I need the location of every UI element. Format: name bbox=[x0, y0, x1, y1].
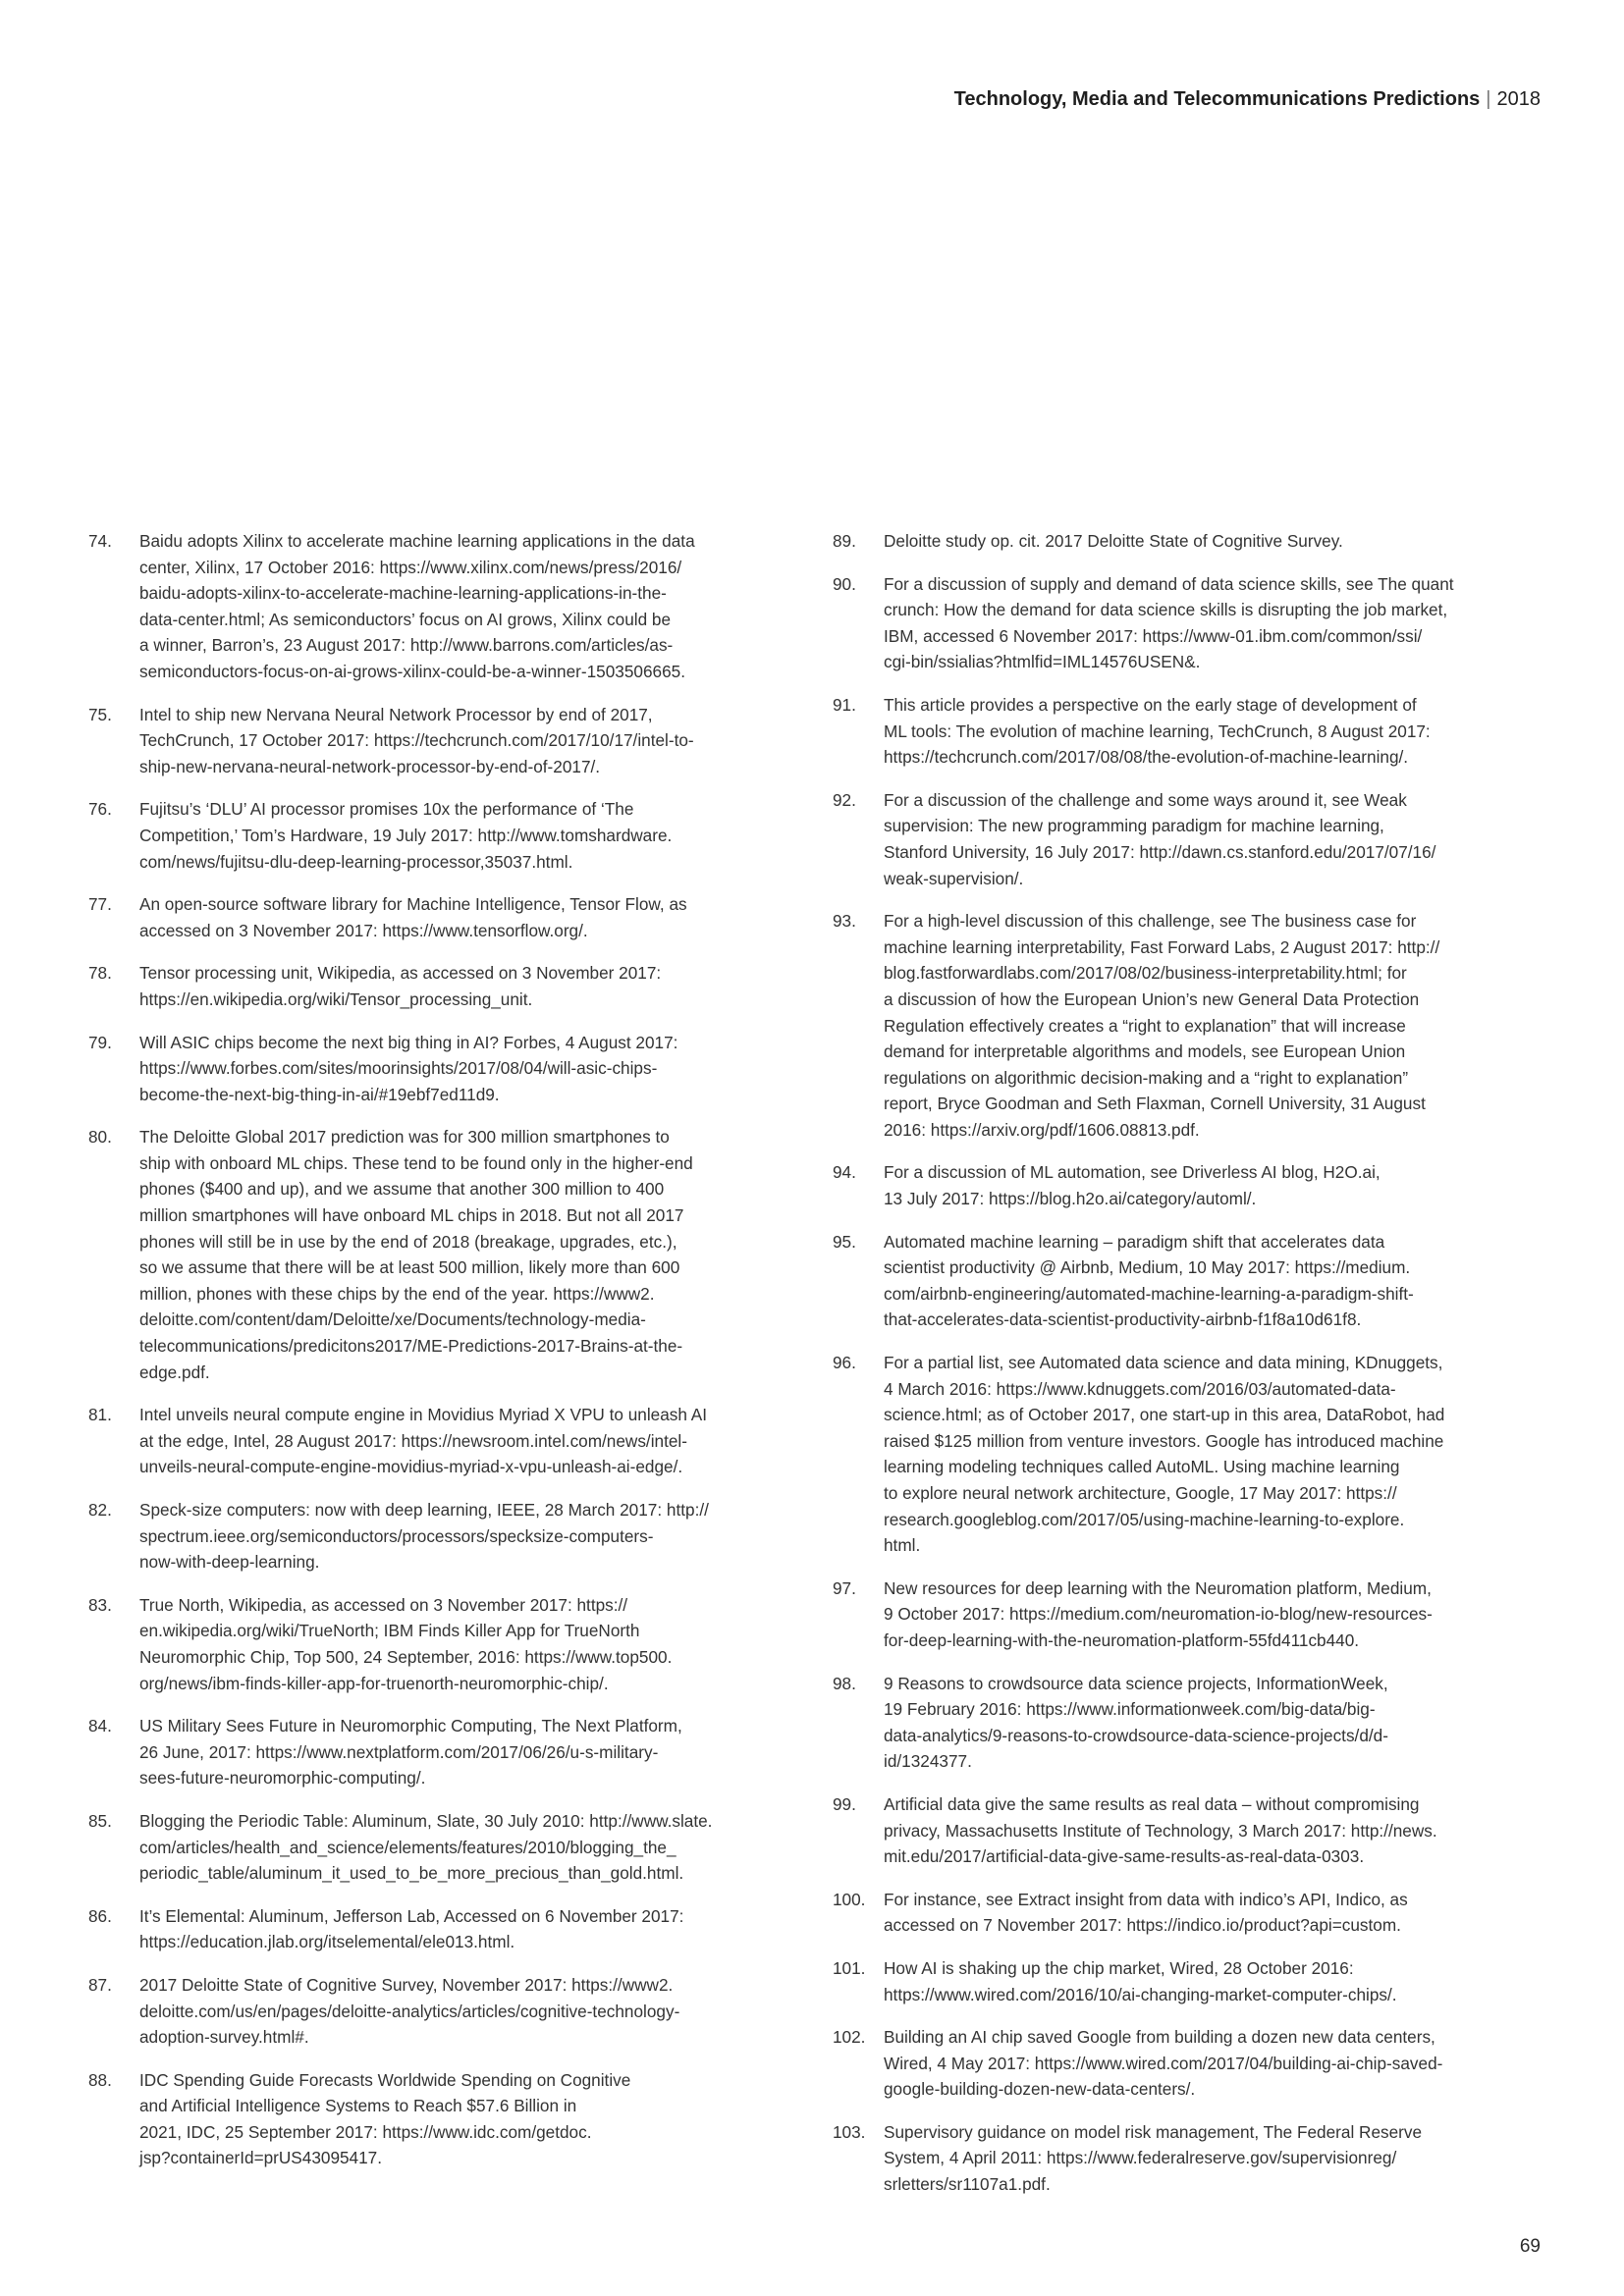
endnote-text bbox=[884, 571, 1542, 675]
endnote-line: https://education.jlab.org/itselemental/ele013.html. bbox=[139, 1932, 515, 1952]
endnote-text bbox=[139, 1592, 795, 1696]
endnote-line: 9 Reasons to crowdsource data science projects, InformationWeek, bbox=[884, 1673, 1388, 1693]
endnote-line: deloitte.com/content/dam/Deloitte/xe/Documents/technology-media- bbox=[139, 1309, 646, 1330]
endnote-line: phones ($400 and up), and we assume that another 300 million to 400 bbox=[139, 1179, 665, 1200]
endnote-line: research.googleblog.com/2017/05/using-machine-learning-to-explore. bbox=[884, 1509, 1405, 1529]
endnote-text bbox=[884, 2119, 1542, 2198]
endnote-text bbox=[139, 1903, 795, 1955]
endnote-line: at the edge, Intel, 28 August 2017: https://newsroom.intel.com/news/intel- bbox=[139, 1430, 687, 1451]
endnote-line: For a discussion of ML automation, see Driverless AI blog, H2O.ai, bbox=[884, 1162, 1380, 1183]
endnote-item bbox=[833, 908, 1542, 1143]
endnote-line: For a partial list, see Automated data science and data mining, KDnuggets, bbox=[884, 1353, 1443, 1373]
endnotes-left-column bbox=[88, 528, 795, 2188]
endnote-number: 93. bbox=[833, 911, 856, 932]
endnote-line: Wired, 4 May 2017: https://www.wired.com/2017/04/building-ai-chip-saved- bbox=[884, 2053, 1443, 2073]
endnote-line: mit.edu/2017/artificial-data-give-same-results-as-real-data-0303. bbox=[884, 1846, 1365, 1867]
endnote-line: This article provides a perspective on the early stage of development of bbox=[884, 694, 1417, 715]
endnote-text bbox=[139, 796, 795, 875]
endnote-line: IDC Spending Guide Forecasts Worldwide Spending on Cognitive bbox=[139, 2069, 631, 2090]
endnote-line: System, 4 April 2011: https://www.federalreserve.gov/supervisionreg/ bbox=[884, 2148, 1397, 2168]
endnote-line: data-analytics/9-reasons-to-crowdsource-data-science-projects/d/d- bbox=[884, 1725, 1388, 1745]
endnote-line: For a discussion of the challenge and some ways around it, see Weak bbox=[884, 789, 1407, 810]
endnote-line: supervision: The new programming paradigm for machine learning, bbox=[884, 816, 1384, 836]
endnote-number: 85. bbox=[88, 1810, 112, 1831]
endnote-line: google-building-dozen-new-data-centers/. bbox=[884, 2079, 1196, 2100]
endnote-line: org/news/ibm-finds-killer-app-for-truenorth-neuromorphic-chip/. bbox=[139, 1673, 609, 1693]
header-separator: | bbox=[1486, 88, 1491, 110]
endnote-number: 78. bbox=[88, 963, 112, 984]
endnote-line: ML tools: The evolution of machine learning, TechCrunch, 8 August 2017: bbox=[884, 721, 1431, 741]
endnote-text bbox=[884, 1887, 1542, 1939]
endnote-line: srletters/sr1107a1.pdf. bbox=[884, 2174, 1051, 2195]
endnote-number: 92. bbox=[833, 789, 856, 810]
endnote-line: million smartphones will have onboard ML chips in 2018. But not all 2017 bbox=[139, 1205, 684, 1226]
endnote-line: unveils-neural-compute-engine-movidius-myriad-x-vpu-unleash-ai-edge/. bbox=[139, 1457, 683, 1477]
endnote-item bbox=[833, 2119, 1542, 2198]
endnote-line: accessed on 3 November 2017: https://www.tensorflow.org/. bbox=[139, 920, 588, 940]
endnote-line: html. bbox=[884, 1535, 921, 1556]
endnote-item bbox=[833, 1671, 1542, 1775]
endnote-line: 13 July 2017: https://blog.h2o.ai/category/automl/. bbox=[884, 1189, 1257, 1209]
endnote-text bbox=[884, 528, 1542, 555]
endnote-number: 102. bbox=[833, 2027, 866, 2048]
endnote-text bbox=[884, 1229, 1542, 1333]
endnote-line: For instance, see Extract insight from data with indico’s API, Indico, as bbox=[884, 1889, 1408, 1909]
endnote-text bbox=[139, 702, 795, 780]
endnote-line: center, Xilinx, 17 October 2016: https://www.xilinx.com/news/press/2016/ bbox=[139, 557, 682, 577]
endnote-item bbox=[88, 1972, 795, 2051]
endnote-line: data-center.html; As semiconductors’ focus on AI grows, Xilinx could be bbox=[139, 609, 672, 629]
endnote-line: semiconductors-focus-on-ai-grows-xilinx-could-be-a-winner-1503506665. bbox=[139, 661, 685, 681]
endnote-line: cgi-bin/ssialias?htmlfid=IML14576USEN&. bbox=[884, 652, 1201, 672]
endnote-number: 100. bbox=[833, 1889, 866, 1909]
endnote-item bbox=[833, 1887, 1542, 1939]
endnote-line: id/1324377. bbox=[884, 1751, 972, 1772]
endnote-line: accessed on 7 November 2017: https://indico.io/product?api=custom. bbox=[884, 1915, 1401, 1936]
endnote-number: 99. bbox=[833, 1793, 856, 1814]
endnote-line: Intel unveils neural compute engine in Movidius Myriad X VPU to unleash AI bbox=[139, 1405, 708, 1425]
endnote-item bbox=[833, 787, 1542, 891]
endnote-line: million, phones with these chips by the end of the year. https://www2. bbox=[139, 1283, 655, 1304]
endnote-text bbox=[139, 1713, 795, 1791]
endnote-number: 80. bbox=[88, 1127, 112, 1148]
endnote-line: Will ASIC chips become the next big thing in AI? Forbes, 4 August 2017: bbox=[139, 1032, 678, 1052]
endnote-line: become-the-next-big-thing-in-ai/#19ebf7ed11d9. bbox=[139, 1084, 500, 1104]
publication-title: Technology, Media and Telecommunications Predictions bbox=[953, 88, 1481, 110]
endnote-line: to explore neural network architecture, Google, 17 May 2017: https:// bbox=[884, 1483, 1397, 1503]
endnote-line: report, Bryce Goodman and Seth Flaxman, Cornell University, 31 August bbox=[884, 1094, 1426, 1114]
endnote-number: 75. bbox=[88, 704, 112, 724]
endnote-line: for-deep-learning-with-the-neuromation-platform-55fd411cb440. bbox=[884, 1629, 1360, 1650]
endnote-line: Automated machine learning – paradigm shift that accelerates data bbox=[884, 1231, 1385, 1252]
endnote-item bbox=[833, 571, 1542, 675]
endnote-number: 89. bbox=[833, 531, 856, 551]
endnote-line: Fujitsu’s ‘DLU’ AI processor promises 10x the performance of ‘The bbox=[139, 799, 634, 820]
endnote-line: https://www.wired.com/2016/10/ai-changing-market-computer-chips/. bbox=[884, 1984, 1397, 2004]
endnote-item bbox=[833, 2024, 1542, 2103]
endnote-item bbox=[88, 702, 795, 780]
endnote-line: True North, Wikipedia, as accessed on 3 November 2017: https:// bbox=[139, 1594, 628, 1615]
endnote-item bbox=[88, 796, 795, 875]
endnote-item bbox=[88, 1592, 795, 1696]
endnote-line: https://en.wikipedia.org/wiki/Tensor_processing_unit. bbox=[139, 988, 533, 1009]
endnote-line: TechCrunch, 17 October 2017: https://techcrunch.com/2017/10/17/intel-to- bbox=[139, 730, 694, 751]
endnote-line: learning modeling techniques called AutoML. Using machine learning bbox=[884, 1457, 1400, 1477]
endnote-line: https://www.forbes.com/sites/moorinsights/2017/08/04/will-asic-chips- bbox=[139, 1058, 658, 1079]
endnote-line: For a high-level discussion of this challenge, see The business case for bbox=[884, 911, 1417, 932]
endnote-text bbox=[139, 1402, 795, 1480]
endnote-line: baidu-adopts-xilinx-to-accelerate-machine-learning-applications-in-the- bbox=[139, 583, 667, 604]
endnote-line: The Deloitte Global 2017 prediction was for 300 million smartphones to bbox=[139, 1127, 670, 1148]
endnote-text bbox=[884, 1350, 1542, 1559]
endnote-number: 91. bbox=[833, 694, 856, 715]
endnote-line: Regulation effectively creates a “right to explanation” that will increase bbox=[884, 1015, 1406, 1036]
endnote-line: How AI is shaking up the chip market, Wired, 28 October 2016: bbox=[884, 1957, 1354, 1978]
endnote-item bbox=[88, 1713, 795, 1791]
endnote-number: 94. bbox=[833, 1162, 856, 1183]
endnote-line: Stanford University, 16 July 2017: http://dawn.cs.stanford.edu/2017/07/16/ bbox=[884, 841, 1436, 862]
endnote-line: 2021, IDC, 25 September 2017: https://www.idc.com/getdoc. bbox=[139, 2121, 592, 2142]
endnote-item bbox=[88, 1808, 795, 1887]
endnote-item bbox=[833, 692, 1542, 771]
endnote-text bbox=[884, 908, 1542, 1143]
endnote-item bbox=[833, 528, 1542, 555]
endnote-line: Competition,’ Tom’s Hardware, 19 July 2017: http://www.tomshardware. bbox=[139, 825, 673, 845]
endnote-item bbox=[833, 1791, 1542, 1870]
endnote-line: spectrum.ieee.org/semiconductors/processors/specksize-computers- bbox=[139, 1525, 654, 1546]
endnote-line: jsp?containerId=prUS43095417. bbox=[139, 2148, 383, 2168]
endnote-line: and Artificial Intelligence Systems to Reach $57.6 Billion in bbox=[139, 2096, 577, 2116]
endnote-line: scientist productivity @ Airbnb, Medium, 10 May 2017: https://medium. bbox=[884, 1257, 1411, 1278]
endnote-line: sees-future-neuromorphic-computing/. bbox=[139, 1768, 426, 1789]
endnote-item bbox=[833, 1159, 1542, 1211]
endnote-number: 76. bbox=[88, 799, 112, 820]
endnote-line: now-with-deep-learning. bbox=[139, 1552, 320, 1573]
endnote-text bbox=[884, 1791, 1542, 1870]
endnote-item bbox=[833, 1229, 1542, 1333]
endnote-line: that-accelerates-data-scientist-productivity-airbnb-f1f8a10d61f8. bbox=[884, 1309, 1362, 1330]
endnote-item bbox=[833, 1955, 1542, 2007]
endnote-number: 88. bbox=[88, 2069, 112, 2090]
endnote-line: weak-supervision/. bbox=[884, 868, 1024, 888]
endnote-text bbox=[139, 2067, 795, 2171]
endnote-line: IBM, accessed 6 November 2017: https://www-01.ibm.com/common/ssi/ bbox=[884, 625, 1423, 646]
endnote-line: 4 March 2016: https://www.kdnuggets.com/2016/03/automated-data- bbox=[884, 1378, 1396, 1399]
endnote-number: 86. bbox=[88, 1905, 112, 1926]
endnote-line: com/airbnb-engineering/automated-machine-learning-a-paradigm-shift- bbox=[884, 1283, 1414, 1304]
endnote-number: 79. bbox=[88, 1032, 112, 1052]
endnote-line: phones will still be in use by the end of 2018 (breakage, upgrades, etc.), bbox=[139, 1231, 677, 1252]
endnote-text bbox=[139, 1808, 795, 1887]
endnote-number: 82. bbox=[88, 1500, 112, 1520]
endnote-line: Blogging the Periodic Table: Aluminum, Slate, 30 July 2010: http://www.slate. bbox=[139, 1810, 713, 1831]
endnote-line: Neuromorphic Chip, Top 500, 24 September, 2016: https://www.top500. bbox=[139, 1646, 673, 1667]
endnote-item bbox=[88, 1030, 795, 1108]
endnote-line: en.wikipedia.org/wiki/TrueNorth; IBM Finds Killer App for TrueNorth bbox=[139, 1621, 640, 1641]
endnote-number: 97. bbox=[833, 1577, 856, 1598]
endnote-line: deloitte.com/us/en/pages/deloitte-analytics/articles/cognitive-technology- bbox=[139, 2001, 680, 2021]
endnote-line: privacy, Massachusetts Institute of Technology, 3 March 2017: http://news. bbox=[884, 1820, 1437, 1841]
endnote-line: machine learning interpretability, Fast Forward Labs, 2 August 2017: http:// bbox=[884, 936, 1440, 957]
endnote-text bbox=[139, 528, 795, 685]
endnote-text bbox=[139, 891, 795, 943]
endnote-line: a winner, Barron’s, 23 August 2017: http://www.barrons.com/articles/as- bbox=[139, 635, 674, 656]
endnote-text bbox=[884, 1955, 1542, 2007]
endnote-line: raised $125 million from venture investors. Google has introduced machine bbox=[884, 1430, 1444, 1451]
endnote-text bbox=[139, 1030, 795, 1108]
endnote-line: Intel to ship new Nervana Neural Network Processor by end of 2017, bbox=[139, 704, 653, 724]
endnote-line: crunch: How the demand for data science skills is disrupting the job market, bbox=[884, 600, 1448, 620]
endnote-text bbox=[884, 1671, 1542, 1775]
endnote-item bbox=[88, 528, 795, 685]
endnote-item bbox=[88, 1903, 795, 1955]
endnote-line: Supervisory guidance on model risk management, The Federal Reserve bbox=[884, 2121, 1423, 2142]
endnote-line: ship-new-nervana-neural-network-processor-by-end-of-2017/. bbox=[139, 756, 601, 776]
endnote-number: 81. bbox=[88, 1405, 112, 1425]
endnote-line: edge.pdf. bbox=[139, 1362, 210, 1382]
endnote-line: science.html; as of October 2017, one start-up in this area, DataRobot, had bbox=[884, 1405, 1445, 1425]
endnote-text bbox=[884, 2024, 1542, 2103]
endnote-line: regulations on algorithmic decision-making and a “right to explanation” bbox=[884, 1067, 1409, 1088]
endnotes-right-column bbox=[833, 528, 1542, 2215]
endnote-text bbox=[884, 1575, 1542, 1654]
endnote-line: blog.fastforwardlabs.com/2017/08/02/business-interpretability.html; for bbox=[884, 963, 1407, 984]
endnote-item bbox=[88, 960, 795, 1012]
endnote-number: 83. bbox=[88, 1594, 112, 1615]
endnote-line: 2016: https://arxiv.org/pdf/1606.08813.pdf. bbox=[884, 1119, 1200, 1140]
endnote-line: 26 June, 2017: https://www.nextplatform.com/2017/06/26/u-s-military- bbox=[139, 1741, 659, 1762]
page-number: 69 bbox=[1519, 2236, 1541, 2257]
endnote-line: Deloitte study op. cit. 2017 Deloitte State of Cognitive Survey. bbox=[884, 531, 1343, 551]
endnote-item bbox=[88, 1402, 795, 1480]
endnote-line: Speck-size computers: now with deep learning, IEEE, 28 March 2017: http:// bbox=[139, 1500, 709, 1520]
endnote-line: com/articles/health_and_science/elements/features/2010/blogging_the_ bbox=[139, 1837, 677, 1857]
endnote-number: 74. bbox=[88, 531, 112, 551]
endnote-text bbox=[884, 692, 1542, 771]
endnote-item bbox=[88, 2067, 795, 2171]
endnote-line: Tensor processing unit, Wikipedia, as accessed on 3 November 2017: bbox=[139, 963, 662, 984]
endnote-line: 9 October 2017: https://medium.com/neuromation-io-blog/new-resources- bbox=[884, 1604, 1433, 1625]
endnote-number: 101. bbox=[833, 1957, 866, 1978]
endnote-line: ship with onboard ML chips. These tend to be found only in the higher-end bbox=[139, 1152, 693, 1173]
endnote-number: 103. bbox=[833, 2121, 866, 2142]
endnote-line: telecommunications/predicitons2017/ME-Predictions-2017-Brains-at-the- bbox=[139, 1336, 683, 1357]
endnote-text bbox=[139, 1972, 795, 2051]
endnote-line: Artificial data give the same results as real data – without compromising bbox=[884, 1793, 1420, 1814]
endnote-text bbox=[139, 1497, 795, 1575]
endnote-number: 77. bbox=[88, 894, 112, 915]
endnote-text bbox=[884, 787, 1542, 891]
endnote-item bbox=[88, 1124, 795, 1385]
endnote-text bbox=[139, 1124, 795, 1385]
endnote-item bbox=[88, 1497, 795, 1575]
endnote-line: 19 February 2016: https://www.informationweek.com/big-data/big- bbox=[884, 1699, 1376, 1720]
endnote-number: 96. bbox=[833, 1353, 856, 1373]
endnote-number: 98. bbox=[833, 1673, 856, 1693]
endnote-line: periodic_table/aluminum_it_used_to_be_more_precious_than_gold.html. bbox=[139, 1863, 684, 1884]
endnote-line: An open-source software library for Machine Intelligence, Tensor Flow, as bbox=[139, 894, 687, 915]
endnote-number: 90. bbox=[833, 573, 856, 594]
endnote-number: 95. bbox=[833, 1231, 856, 1252]
endnote-line: Building an AI chip saved Google from building a dozen new data centers, bbox=[884, 2027, 1435, 2048]
endnote-line: It’s Elemental: Aluminum, Jefferson Lab, Accessed on 6 November 2017: bbox=[139, 1905, 684, 1926]
endnote-line: adoption-survey.html#. bbox=[139, 2027, 309, 2048]
endnote-item bbox=[88, 891, 795, 943]
endnote-text bbox=[884, 1159, 1542, 1211]
endnote-line: https://techcrunch.com/2017/08/08/the-evolution-of-machine-learning/. bbox=[884, 747, 1409, 768]
endnote-number: 87. bbox=[88, 1974, 112, 1995]
endnote-text bbox=[139, 960, 795, 1012]
endnote-item bbox=[833, 1350, 1542, 1559]
endnote-line: 2017 Deloitte State of Cognitive Survey, November 2017: https://www2. bbox=[139, 1974, 674, 1995]
endnote-line: New resources for deep learning with the Neuromation platform, Medium, bbox=[884, 1577, 1432, 1598]
endnote-line: For a discussion of supply and demand of data science skills, see The quant bbox=[884, 573, 1454, 594]
endnote-line: US Military Sees Future in Neuromorphic Computing, The Next Platform, bbox=[139, 1716, 682, 1736]
endnote-line: so we assume that there will be at least 500 million, likely more than 600 bbox=[139, 1257, 680, 1278]
endnote-item bbox=[833, 1575, 1542, 1654]
publication-year: 2018 bbox=[1496, 88, 1541, 110]
endnote-number: 84. bbox=[88, 1716, 112, 1736]
endnote-line: com/news/fujitsu-dlu-deep-learning-processor,35037.html. bbox=[139, 851, 573, 872]
endnote-line: Baidu adopts Xilinx to accelerate machine learning applications in the data bbox=[139, 531, 695, 551]
endnote-line: demand for interpretable algorithms and models, see European Union bbox=[884, 1041, 1406, 1062]
endnote-line: a discussion of how the European Union’s new General Data Protection bbox=[884, 988, 1420, 1009]
running-header bbox=[954, 88, 1541, 111]
